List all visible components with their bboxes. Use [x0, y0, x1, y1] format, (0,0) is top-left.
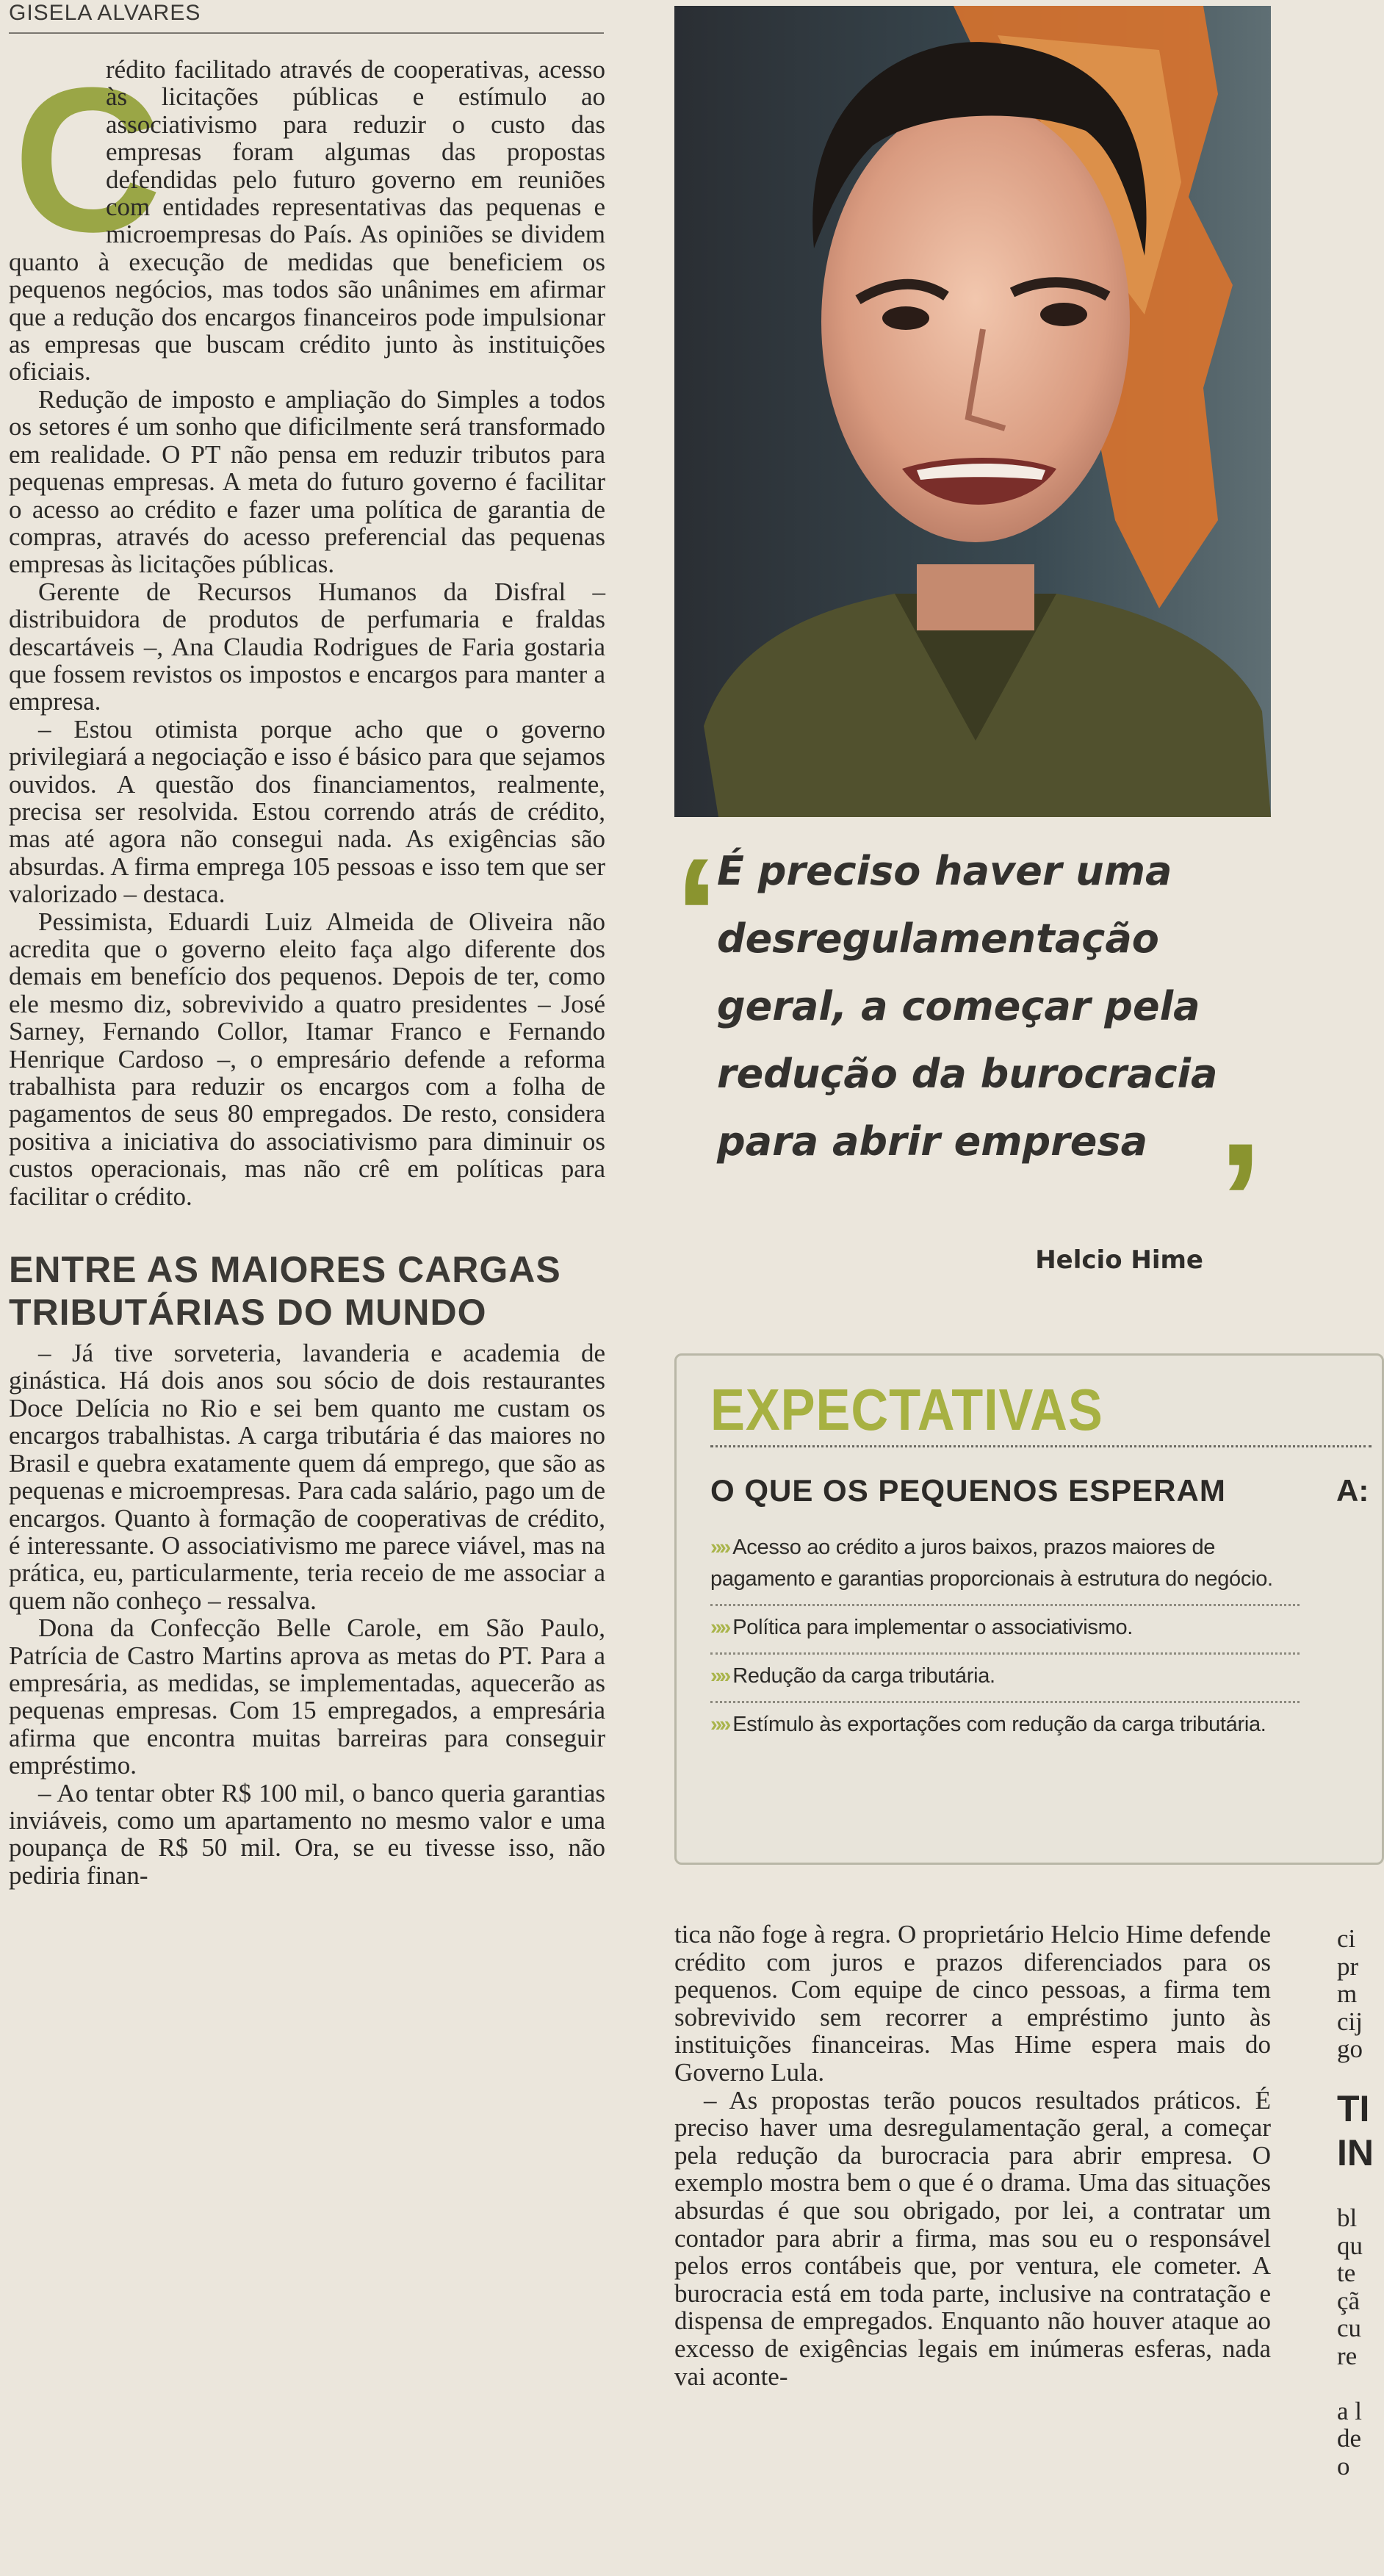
list-item-text: Acesso ao crédito a juros baixos, prazos maiores de pagamento e garantias proporcionais à estrutura do negócio.	[710, 1536, 1273, 1591]
open-quote-icon: ‘	[674, 824, 720, 1005]
list-item	[710, 1606, 1300, 1655]
article-paragraph: – Ao tentar obter R$ 100 mil, o banco queria garantias inviáveis, como um apartamento no mesmo valor e uma poupança de R$ 50 mil. Ora, se eu tivesse isso, não pediria finan-	[9, 1778, 605, 1890]
box-divider	[710, 1445, 1372, 1447]
list-item-text: Redução da carga tributária.	[732, 1664, 995, 1688]
second-column	[674, 1921, 1271, 2390]
fragment-line: m	[1337, 1979, 1358, 2009]
article-paragraph: rédito facilitado através de cooperativas, acesso às licitações públicas e estímulo ao associativismo para reduzir o custo das empresas foram algumas das propostas defendidas pelo futuro governo em reuniões com entidades representativas das pequenas e microempresas do País. As opiniões se dividem quanto à execução de medidas que beneficiem os pequenos negócios, mas todos são unânimes em afirmar que a redução dos encargos financeiros pode impulsionar as empresas que buscam crédito junto às instituições oficiais.	[9, 55, 605, 386]
article-paragraph: Gerente de Recursos Humanos da Disfral – distribuidora de produtos de perfumaria e fraldas descartáveis –, Ana Claudia Rodrigues de Faria gostaria que fossem revistos os impostos e encargos para manter a empresa.	[9, 577, 605, 716]
list-item	[710, 1703, 1300, 1749]
fragment-line: a l	[1337, 2396, 1363, 2425]
article-paragraph: tica não foge à regra. O proprietário Helcio Hime defende crédito com juros e prazos diferenciados para os pequenos. Com equipe de cinco pessoas, a firma tem sobrevivido sem recorrer a empréstimo junto às instituições financeiras. Mas Hime espera mais do Governo Lula.	[674, 1920, 1271, 2087]
article-paragraph: Dona da Confecção Belle Carole, em São Paulo, Patrícia de Castro Martins aprova as metas do PT. Para a empresária, as medidas, se implementadas, aquecerão as pequenas empresas. Com 15 empregados, a empresária afirma que encontra muitas barreiras para conseguir empréstimo.	[9, 1613, 605, 1780]
fragment-heading	[1337, 2087, 1374, 2175]
article-body-continued	[9, 1339, 605, 1889]
fragment-spacer	[1337, 2370, 1369, 2397]
article-paragraph: Redução de imposto e ampliação do Simples a todos os setores é um sonho que dificilmente será transformado em realidade. O PT não pensa em reduzir tributos para pequenas empresas. A meta do futuro governo é facilitar o acesso ao crédito e fazer uma política de garantia de compras, através do acesso preferencial das pequenas empresas às licitações públicas.	[9, 384, 605, 579]
pull-quote-text: É preciso haver uma desregulamentação geral, a começar pela redução da burocracia para abrir empresa	[717, 848, 1218, 1165]
box-subtitle-fragment: A:	[1336, 1473, 1369, 1508]
third-column-fragment	[1337, 1924, 1374, 2480]
fragment-line: ci	[1337, 1924, 1356, 1953]
close-quote-icon: ’	[1218, 1109, 1264, 1290]
portrait-photo	[674, 6, 1271, 817]
expectations-list	[710, 1526, 1300, 1749]
fragment-line: qu	[1337, 2231, 1363, 2260]
fragment-line: çã	[1337, 2286, 1360, 2315]
fragment-line: de	[1337, 2424, 1362, 2453]
fragment-line: o	[1337, 2451, 1350, 2480]
pull-quote	[674, 824, 1277, 1290]
double-arrow-icon: »»	[710, 1664, 729, 1688]
fragment-line: re	[1337, 2341, 1358, 2370]
section-heading: ENTRE AS MAIORES CARGAS TRIBUTÁRIAS DO MUNDO	[9, 1249, 561, 1334]
drop-cap: C	[13, 46, 162, 275]
fragment-line: go	[1337, 2034, 1363, 2064]
article-paragraph: – Estou otimista porque acho que o governo privilegiará a negociação e isso é básico para que sejamos ouvidos. A questão dos financiamentos, realmente, precisa ser resolvida. Estou correndo atrás de crédito, mas até agora não consegui nada. As exigências são absurdas. A firma emprega 105 pessoas e isso tem que ser valorizado – destaca.	[9, 714, 605, 909]
fragment-line: cij	[1337, 2007, 1363, 2036]
fragment-line: cu	[1337, 2314, 1362, 2343]
article-paragraph: – As propostas terão poucos resultados práticos. É preciso haver uma desregulamentação geral, a começar pela redução da burocracia para abrir empresa. O exemplo mostra bem o que é o drama. Uma das situações absurdas é que sou obrigado, por lei, a contratar um contador para abrir a firma, mas sou eu o responsável pelos erros contábeis que, por ventura, ele cometer. A burocracia está em toda parte, inclusive na contratação e dispensa de empregados. Enquanto não houver ataque ao excesso de exigências legais em inúmeras esferas, nada vai aconte-	[674, 2085, 1271, 2391]
box-title: EXPECTATIVAS	[710, 1377, 1103, 1442]
double-arrow-icon: »»	[710, 1536, 729, 1559]
article-paragraph: – Já tive sorveteria, lavanderia e academia de ginástica. Há dois anos sou sócio de dois restaurantes Doce Delícia no Rio e sei bem quanto me custam os encargos trabalhistas. A carga tributária é das maiores no Brasil e quebra exatamente quem dá emprego, que são as pequenas e microempresas. Para cada salário, pago um de encargos. Quanto à formação de cooperativas de crédito, é interessante. O associativismo me parece viável, mas na prática, eu, particularmente, teria receio de me associar a quem não conheço – ressalva.	[9, 1339, 605, 1615]
expectations-box	[674, 1353, 1384, 1865]
box-subtitle: O QUE OS PEQUENOS ESPERAM	[710, 1473, 1226, 1508]
fragment-heading-line: TI	[1337, 2087, 1370, 2129]
list-item	[710, 1526, 1300, 1606]
fragment-line: bl	[1337, 2203, 1358, 2232]
fragment-line: pr	[1337, 1951, 1359, 1981]
main-article-column	[9, 0, 605, 2576]
article-paragraph: Pessimista, Eduardi Luiz Almeida de Oliveira não acredita que o governo eleito faça algo diferente dos demais em benefício dos pequenos. Depois de ter, como ele mesmo diz, sobrevivido a quatro presidentes – José Sarney, Fernando Collor, Itamar Franco e Fernando Henrique Cardoso –, o empresário defende a reforma trabalhista para reduzir os encargos com a folha de pagamentos de seus 80 empregados. De resto, considera positiva a iniciativa do associativismo para diminuir os custos operacionais, mas não crê em políticas para facilitar o crédito.	[9, 907, 605, 1211]
fragment-heading-line: IN	[1337, 2131, 1374, 2173]
portrait-illustration	[674, 6, 1271, 817]
article-body	[9, 46, 605, 1211]
fragment-line: te	[1337, 2259, 1356, 2288]
author-byline: GISELA ALVARES	[9, 0, 604, 34]
double-arrow-icon: »»	[710, 1616, 729, 1639]
pull-quote-author: Helcio Hime	[1035, 1245, 1203, 1275]
double-arrow-icon: »»	[710, 1713, 729, 1736]
list-item-text: Estímulo às exportações com redução da carga tributária.	[732, 1713, 1266, 1736]
list-item	[710, 1655, 1300, 1703]
list-item-text: Política para implementar o associativismo.	[732, 1616, 1133, 1639]
